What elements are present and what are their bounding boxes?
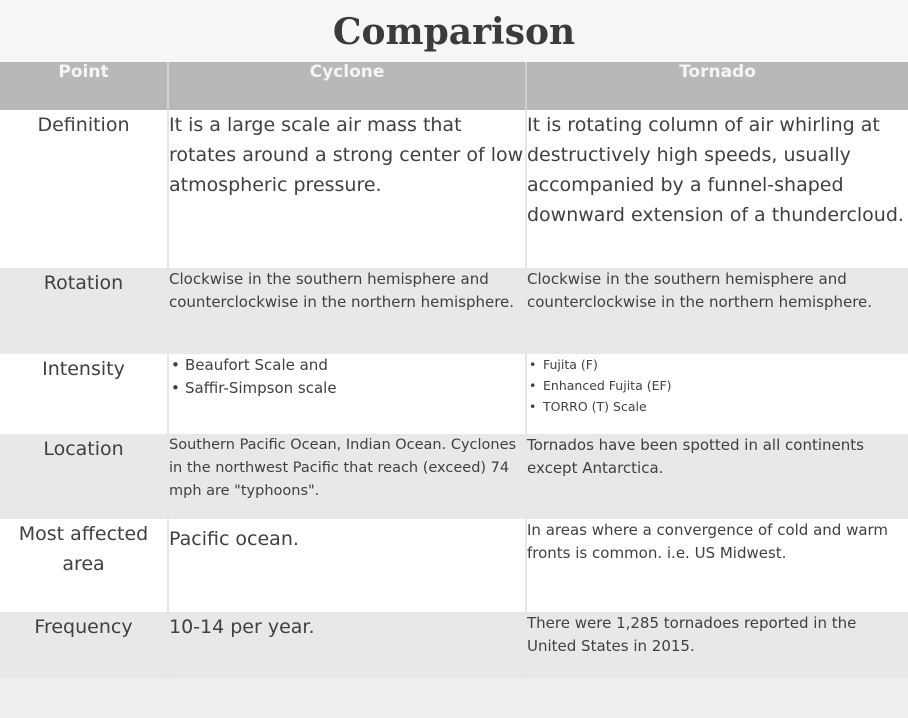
tornado-cell: It is rotating column of air whirling at destructively high speeds, usually accompanied by a funnel-shaped downward extension of a thundercloud. — [526, 110, 908, 268]
tornado-cell: There were 1,285 tornadoes reported in the United States in 2015. — [526, 612, 908, 678]
tornado-cell: In areas where a convergence of cold and warm fronts is common. i.e. US Midwest. — [526, 519, 908, 612]
row-label: Frequency — [0, 612, 168, 678]
list-item: • Saffir-Simpson scale — [169, 377, 525, 400]
table-row-most-affected-area — [0, 519, 908, 612]
comparison-table — [0, 62, 908, 678]
cyclone-cell: Pacific ocean. — [168, 519, 526, 612]
cyclone-cell: Southern Pacific Ocean, Indian Ocean. Cyclones in the northwest Pacific that reach (exceed) 74 mph are "typhoons". — [168, 434, 526, 519]
tornado-cell — [526, 354, 908, 434]
list-item: • Fujita (F) — [527, 354, 908, 375]
table-row-location — [0, 434, 908, 519]
header-row — [0, 62, 908, 110]
table-row-intensity — [0, 354, 908, 434]
row-label: Location — [0, 434, 168, 519]
row-label: Rotation — [0, 268, 168, 354]
row-label: Most affected area — [0, 519, 168, 612]
header-tornado: Tornado — [526, 62, 908, 110]
tornado-cell: Tornados have been spotted in all continents except Antarctica. — [526, 434, 908, 519]
bullet-list — [169, 354, 525, 400]
cyclone-cell: It is a large scale air mass that rotates around a strong center of low atmospheric pressure. — [168, 110, 526, 268]
row-label: Definition — [0, 110, 168, 268]
page-title: Comparison — [332, 11, 576, 53]
bullet-list — [527, 354, 908, 417]
header-point: Point — [0, 62, 168, 110]
cyclone-cell — [168, 354, 526, 434]
cyclone-cell: Clockwise in the southern hemisphere and counterclockwise in the northern hemisphere. — [168, 268, 526, 354]
table-row-definition — [0, 110, 908, 268]
tornado-cell: Clockwise in the southern hemisphere and counterclockwise in the northern hemisphere. — [526, 268, 908, 354]
list-item: • TORRO (T) Scale — [527, 396, 908, 417]
table-row-rotation — [0, 268, 908, 354]
list-item: • Enhanced Fujita (EF) — [527, 375, 908, 396]
cyclone-cell: 10-14 per year. — [168, 612, 526, 678]
table-row-frequency — [0, 612, 908, 678]
list-item: • Beaufort Scale and — [169, 354, 525, 377]
row-label: Intensity — [0, 354, 168, 434]
header-cyclone: Cyclone — [168, 62, 526, 110]
